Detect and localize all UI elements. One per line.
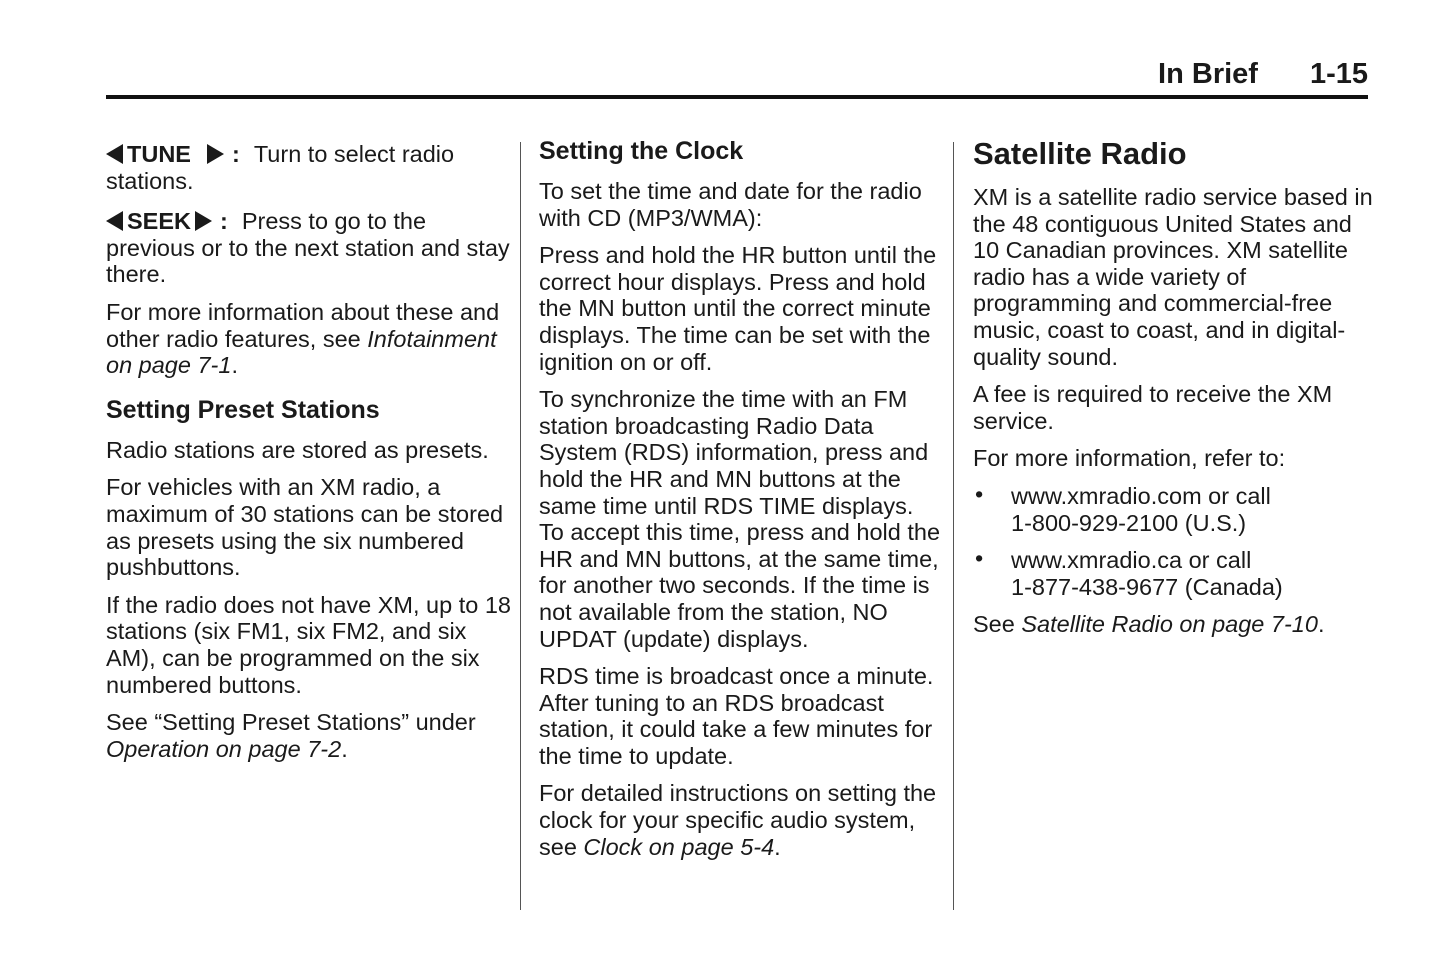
bullet-line-2: 1-877-438-9677 (Canada)	[1011, 573, 1283, 600]
tune-description: Turn to select radio stations.	[106, 141, 455, 194]
column-left	[106, 136, 511, 773]
clock-reference: Clock on page 5-4	[583, 833, 775, 860]
triangle-right-icon	[195, 211, 212, 231]
satellite-reference: Satellite Radio on page 7-10	[1021, 611, 1318, 638]
tune-control-label: TUNE :	[106, 141, 254, 167]
column-right	[973, 136, 1373, 649]
satellite-paragraph-1: XM is a satellite radio service based in the 48 contiguous United States and 10 Canadian provinces. XM satellite radio has a wide variety of programming and commercial-free music, coast to coast, and in digital-quality sound.	[973, 184, 1373, 370]
page-header	[106, 58, 1368, 92]
clock-paragraph-4: RDS time is broadcast once a minute. After tuning to an RDS broadcast station, it could take a few minutes for the time to update.	[539, 663, 934, 769]
satellite-see-paragraph: See Satellite Radio on page 7-10.	[973, 611, 1325, 638]
list-item	[973, 480, 1373, 536]
bullet-line-2: 1-800-929-2100 (U.S.)	[1011, 509, 1247, 536]
list-item	[973, 547, 1373, 600]
seek-paragraph	[106, 208, 511, 288]
satellite-paragraph-3: For more information, refer to:	[973, 445, 1286, 472]
header-rule	[106, 95, 1368, 99]
bullet-line-1: www.xmradio.ca or call	[1011, 547, 1252, 574]
bullet-line-1: www.xmradio.com or call	[1011, 482, 1271, 509]
preset-heading: Setting Preset Stations	[106, 395, 380, 424]
column-middle	[539, 136, 944, 871]
triangle-right-icon	[207, 144, 224, 164]
preset-see-paragraph: See “Setting Preset Stations” under Operation on page 7-2.	[106, 709, 476, 762]
more-info-paragraph: For more information about these and other radio features, see Infotainment on page 7-1.	[106, 298, 500, 379]
tune-paragraph	[106, 141, 511, 194]
preset-paragraph-3: If the radio does not have XM, up to 18 stations (six FM1, six FM2, and six AM), can be programmed on the six numbered buttons.	[106, 591, 511, 698]
triangle-left-icon	[106, 144, 123, 164]
bullet-icon: •	[975, 480, 984, 507]
seek-description: Press to go to the previous or to the next station and stay there.	[106, 208, 510, 288]
page-number: 1-15	[1309, 58, 1368, 90]
clock-paragraph-5: For detailed instructions on setting the clock for your specific audio system, see Clock on page 5-4.	[539, 780, 937, 860]
clock-paragraph-1: To set the time and date for the radio with CD (MP3/WMA):	[539, 178, 922, 231]
clock-paragraph-2: Press and hold the HR button until the correct hour displays. Press and hold the MN button until the correct minute displays. The time can be set with the ignition on or off.	[539, 242, 937, 375]
column-divider	[953, 142, 954, 910]
section-title: In Brief	[1158, 58, 1258, 90]
preset-paragraph-1: Radio stations are stored as presets.	[106, 436, 489, 463]
satellite-heading: Satellite Radio	[973, 136, 1187, 171]
bullet-icon: •	[975, 545, 984, 572]
clock-paragraph-3: To synchronize the time with an FM station broadcasting Radio Data System (RDS) information, press and hold the HR and MN buttons at the same time until RDS TIME displays. To accept this time, press and hold the HR and MN buttons, at the same time, for another two seconds. If the time is not available from the station, NO UPDAT (update) displays.	[539, 386, 941, 652]
operation-reference: Operation on page 7-2	[106, 735, 342, 762]
column-divider	[520, 142, 521, 910]
infotainment-reference: Infotainment on page 7-1	[106, 325, 497, 379]
triangle-left-icon	[106, 211, 123, 231]
satellite-paragraph-2: A fee is required to receive the XM service.	[973, 381, 1333, 434]
clock-heading: Setting the Clock	[539, 137, 744, 165]
seek-control-label: SEEK :	[106, 208, 242, 234]
preset-paragraph-2: For vehicles with an XM radio, a maximum of 30 stations can be stored as presets using the six numbered pushbuttons.	[106, 474, 504, 581]
